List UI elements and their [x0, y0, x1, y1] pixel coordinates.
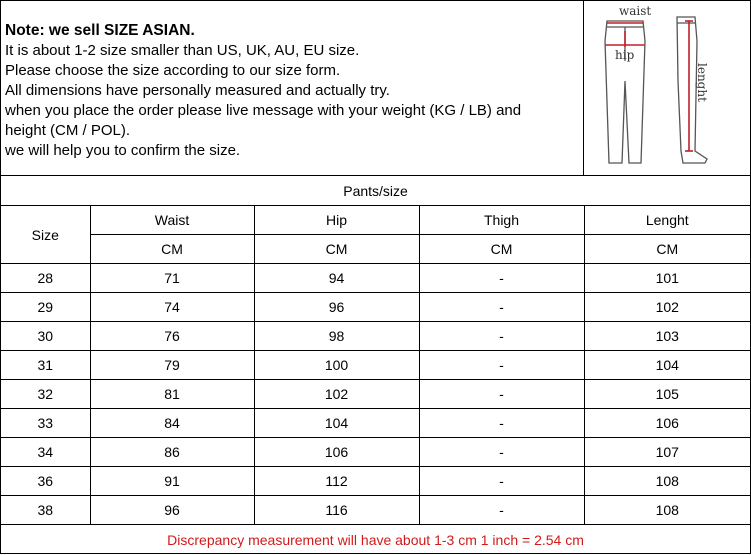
waist-cell: 76 — [90, 322, 254, 351]
waist-cell: 71 — [90, 264, 254, 293]
length-cell: 108 — [584, 496, 750, 525]
length-cell: 104 — [584, 351, 750, 380]
size-cell: 32 — [1, 380, 90, 409]
size-cell: 34 — [1, 438, 90, 467]
table-row — [1, 322, 750, 351]
table-row — [1, 496, 750, 525]
thigh-cell: - — [419, 264, 584, 293]
table-row — [1, 409, 750, 438]
col-header-hip: Hip — [254, 206, 419, 235]
col-header-waist: Waist — [90, 206, 254, 235]
thigh-cell: - — [419, 380, 584, 409]
unit-hip: CM — [254, 235, 419, 264]
table-row — [1, 264, 750, 293]
note-line: All dimensions have personally measured and actually try. — [5, 81, 583, 101]
note-heading: Note: we sell SIZE ASIAN. — [5, 21, 583, 41]
waist-cell: 84 — [90, 409, 254, 438]
pants-illustration — [585, 1, 750, 175]
hip-cell: 100 — [254, 351, 419, 380]
waist-cell: 86 — [90, 438, 254, 467]
length-cell: 105 — [584, 380, 750, 409]
length-label: lenght — [695, 63, 709, 102]
pants-diagram — [585, 1, 750, 175]
hip-cell: 116 — [254, 496, 419, 525]
waist-cell: 81 — [90, 380, 254, 409]
length-cell: 106 — [584, 409, 750, 438]
length-cell: 103 — [584, 322, 750, 351]
size-cell: 38 — [1, 496, 90, 525]
size-cell: 36 — [1, 467, 90, 496]
waist-cell: 96 — [90, 496, 254, 525]
note-line: Please choose the size according to our size form. — [5, 61, 583, 81]
size-cell: 28 — [1, 264, 90, 293]
length-cell: 108 — [584, 467, 750, 496]
hip-cell: 96 — [254, 293, 419, 322]
hip-cell: 106 — [254, 438, 419, 467]
unit-thigh: CM — [419, 235, 584, 264]
thigh-cell: - — [419, 467, 584, 496]
unit-length: CM — [584, 235, 750, 264]
size-table — [1, 175, 750, 555]
thigh-cell: - — [419, 322, 584, 351]
thigh-cell: - — [419, 293, 584, 322]
note-line: we will help you to confirm the size. — [5, 141, 583, 161]
discrepancy-note: Discrepancy measurement will have about 1-3 cm 1 inch = 2.54 cm — [1, 525, 750, 555]
hip-label: hip — [615, 48, 635, 62]
thigh-cell: - — [419, 438, 584, 467]
hip-cell: 102 — [254, 380, 419, 409]
note-line: when you place the order please live message with your weight (KG / LB) and — [5, 101, 583, 121]
table-row — [1, 380, 750, 409]
length-cell: 107 — [584, 438, 750, 467]
note-line: height (CM / POL). — [5, 121, 583, 141]
hip-cell: 98 — [254, 322, 419, 351]
note-line: It is about 1-2 size smaller than US, UK, AU, EU size. — [5, 41, 583, 61]
waist-label: waist — [619, 4, 651, 18]
table-row — [1, 351, 750, 380]
col-header-length: Lenght — [584, 206, 750, 235]
hip-cell: 112 — [254, 467, 419, 496]
waist-cell: 74 — [90, 293, 254, 322]
thigh-cell: - — [419, 409, 584, 438]
col-header-thigh: Thigh — [419, 206, 584, 235]
size-cell: 33 — [1, 409, 90, 438]
size-header: Size — [1, 206, 90, 264]
size-cell: 29 — [1, 293, 90, 322]
thigh-cell: - — [419, 496, 584, 525]
size-cell: 30 — [1, 322, 90, 351]
length-cell: 102 — [584, 293, 750, 322]
unit-waist: CM — [90, 235, 254, 264]
table-title: Pants/size — [1, 176, 750, 206]
size-notes — [1, 1, 584, 175]
size-cell: 31 — [1, 351, 90, 380]
waist-cell: 91 — [90, 467, 254, 496]
table-row — [1, 438, 750, 467]
hip-cell: 104 — [254, 409, 419, 438]
thigh-cell: - — [419, 351, 584, 380]
hip-cell: 94 — [254, 264, 419, 293]
table-row — [1, 293, 750, 322]
waist-cell: 79 — [90, 351, 254, 380]
length-cell: 101 — [584, 264, 750, 293]
table-row — [1, 467, 750, 496]
